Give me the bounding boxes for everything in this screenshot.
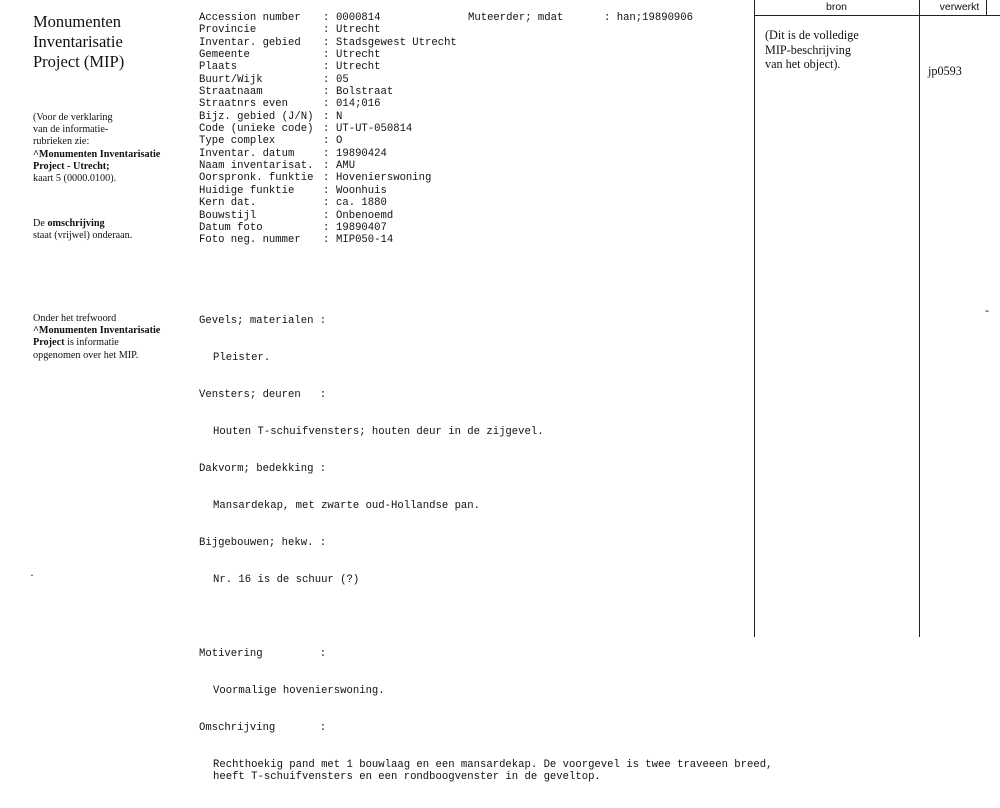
muteerder-value: han;19890906 [616, 12, 694, 24]
dakvorm-text: Mansardekap, met zwarte oud-Hollandse pan. [213, 499, 481, 512]
spacer [199, 611, 773, 623]
table-divider [986, 0, 987, 16]
field-row [199, 185, 457, 197]
bron-line: (Dit is de volledige [765, 28, 859, 42]
bron-line: van het object). [765, 57, 841, 71]
note-line: rubrieken zie: [33, 136, 90, 148]
field-row [199, 148, 457, 160]
field-separator: : [323, 73, 330, 86]
table-divider [919, 0, 920, 637]
note-omschrijving [33, 218, 183, 242]
field-separator: : [323, 209, 330, 222]
table-divider [754, 0, 755, 637]
field-value: UT-UT-050814 [336, 123, 413, 136]
bijgebouwen-heading: Bijgebouwen; hekw. : [199, 536, 327, 549]
field-row [199, 98, 457, 110]
field-separator: : [323, 234, 330, 247]
omschrijving-heading: Omschrijving : [199, 722, 327, 735]
field-label: Plaats [199, 61, 238, 74]
title-line-3: Project (MIP) [33, 52, 125, 71]
field-row [199, 37, 457, 49]
vensters-text: Houten T-schuifvensters; houten deur in de zijgevel. [213, 425, 544, 438]
field-label: Huidige funktie [199, 184, 295, 197]
field-label: Datum foto [199, 221, 263, 234]
field-row [199, 222, 457, 234]
field-label: Accession number [199, 12, 301, 24]
motivering-text: Voormalige hovenierswoning. [213, 685, 385, 697]
field-label: Foto neg. nummer [199, 234, 301, 247]
gevels-text: Pleister. [213, 351, 271, 364]
field-row [199, 74, 457, 86]
field-row [199, 49, 457, 61]
field-value: 19890407 [336, 221, 387, 234]
field-row [199, 234, 457, 246]
description-sections [199, 290, 773, 808]
field-row [199, 123, 457, 135]
field-value: Woonhuis [336, 184, 387, 197]
note-line: opgenomen over het MIP. [33, 349, 139, 361]
field-label: Straatnrs even [199, 98, 289, 111]
field-value: ca. 1880 [336, 197, 387, 210]
field-value: MIP050-14 [336, 234, 394, 247]
field-value: Utrecht [336, 49, 381, 62]
field-separator: : [323, 86, 330, 99]
column-header-verwerkt: verwerkt [939, 1, 980, 13]
dakvorm-heading: Dakvorm; bedekking : [199, 462, 327, 475]
field-label: Oorspronk. funktie [199, 172, 314, 185]
field-label: Straatnaam [199, 86, 263, 99]
motivering-heading: Motivering : [199, 647, 327, 660]
omschrijving-text: Rechthoekig pand met 1 bouwlaag en een mansardekap. De voorgevel is twee traveeen breed, heeft T-schuifvensters en een rondboogvenster in de geveltop. [213, 759, 773, 784]
field-row [199, 86, 457, 98]
field-value: 05 [336, 73, 349, 86]
field-label: Provincie [199, 24, 257, 37]
field-value: AMU [336, 160, 356, 173]
field-label: Bouwstijl [199, 209, 257, 222]
field-value: Bolstraat [336, 86, 394, 99]
bijgebouwen-text: Nr. 16 is de schuur (?) [213, 573, 360, 586]
field-row [199, 160, 457, 172]
note-keyword: omschrijving [47, 218, 105, 229]
vensters-heading: Vensters; deuren : [199, 388, 327, 401]
bron-cell [765, 28, 915, 72]
field-label: Kern dat. [199, 197, 257, 210]
field-separator: : [323, 184, 330, 197]
field-value: Onbenoemd [336, 209, 394, 222]
field-row [199, 172, 457, 184]
scan-speck: · [30, 568, 34, 582]
field-label: Bijz. gebied (J/N) [199, 110, 314, 123]
field-row [199, 197, 457, 209]
title-line-1: Monumenten [33, 12, 121, 31]
field-label: Type complex [199, 135, 276, 148]
field-separator: : [323, 197, 330, 210]
note-text: De [33, 218, 48, 229]
note-text: is informatie [64, 337, 119, 349]
field-separator: : [323, 221, 330, 234]
muteerder-row [468, 12, 693, 24]
note-reference-bold: ^Monumenten Inventarisatie [33, 325, 161, 337]
field-label: Buurt/Wijk [199, 73, 263, 86]
field-separator: : [323, 172, 330, 185]
field-separator: : [323, 36, 330, 49]
note-line: (Voor de verklaring [33, 112, 113, 123]
field-value: Utrecht [336, 24, 381, 37]
note-trefwoord [33, 313, 183, 362]
field-value: 014;016 [336, 98, 381, 111]
scan-speck: - [985, 303, 989, 317]
field-value: O [336, 135, 343, 148]
verwerkt-cell: jp0593 [928, 64, 962, 78]
field-value: N [336, 110, 343, 123]
field-label: Inventar. datum [199, 147, 295, 160]
note-line: Onder het trefwoord [33, 313, 117, 324]
field-separator: : [323, 160, 330, 173]
field-value: 0000814 [336, 12, 381, 24]
field-separator: : [323, 135, 330, 148]
bron-line: MIP-beschrijving [765, 42, 851, 57]
field-separator: : [323, 123, 330, 136]
note-line: staat (vrijwel) onderaan. [33, 230, 133, 242]
note-reference-bold: Project [33, 337, 65, 349]
field-row [199, 111, 457, 123]
field-value: Stadsgewest Utrecht [336, 36, 457, 49]
field-separator: : [323, 147, 330, 160]
field-value: Utrecht [336, 61, 381, 74]
field-separator: : [323, 24, 330, 37]
field-separator: : [323, 12, 330, 24]
note-verklaring [33, 112, 183, 185]
field-label: Naam inventarisat. [199, 160, 314, 173]
mip-title [33, 12, 193, 72]
column-header-bron: bron [825, 1, 847, 13]
note-line: van de informatie- [33, 124, 109, 136]
muteerder-label: Muteerder; mdat [468, 12, 564, 24]
field-separator: : [323, 61, 330, 74]
title-line-2: Inventarisatie [33, 32, 123, 51]
field-separator: : [323, 110, 330, 123]
field-label: Gemeente [199, 49, 250, 62]
note-reference-bold: ^Monumenten Inventarisatie [33, 148, 161, 160]
field-row [199, 61, 457, 73]
gevels-heading: Gevels; materialen : [199, 314, 327, 327]
field-separator: : [323, 49, 330, 62]
field-label: Code (unieke code) [199, 123, 314, 136]
muteerder-sep: : [604, 12, 617, 24]
field-row [199, 210, 457, 222]
field-list [199, 12, 457, 247]
field-value: 19890424 [336, 147, 387, 160]
field-label: Inventar. gebied [199, 36, 301, 49]
field-row [199, 24, 457, 36]
note-line: kaart 5 (0000.0100). [33, 173, 117, 185]
field-row [199, 135, 457, 147]
note-reference-bold: Project - Utrecht; [33, 160, 110, 172]
table-header [754, 0, 1000, 16]
field-separator: : [323, 98, 330, 111]
field-row [199, 12, 457, 24]
field-value: Hovenierswoning [336, 172, 432, 185]
